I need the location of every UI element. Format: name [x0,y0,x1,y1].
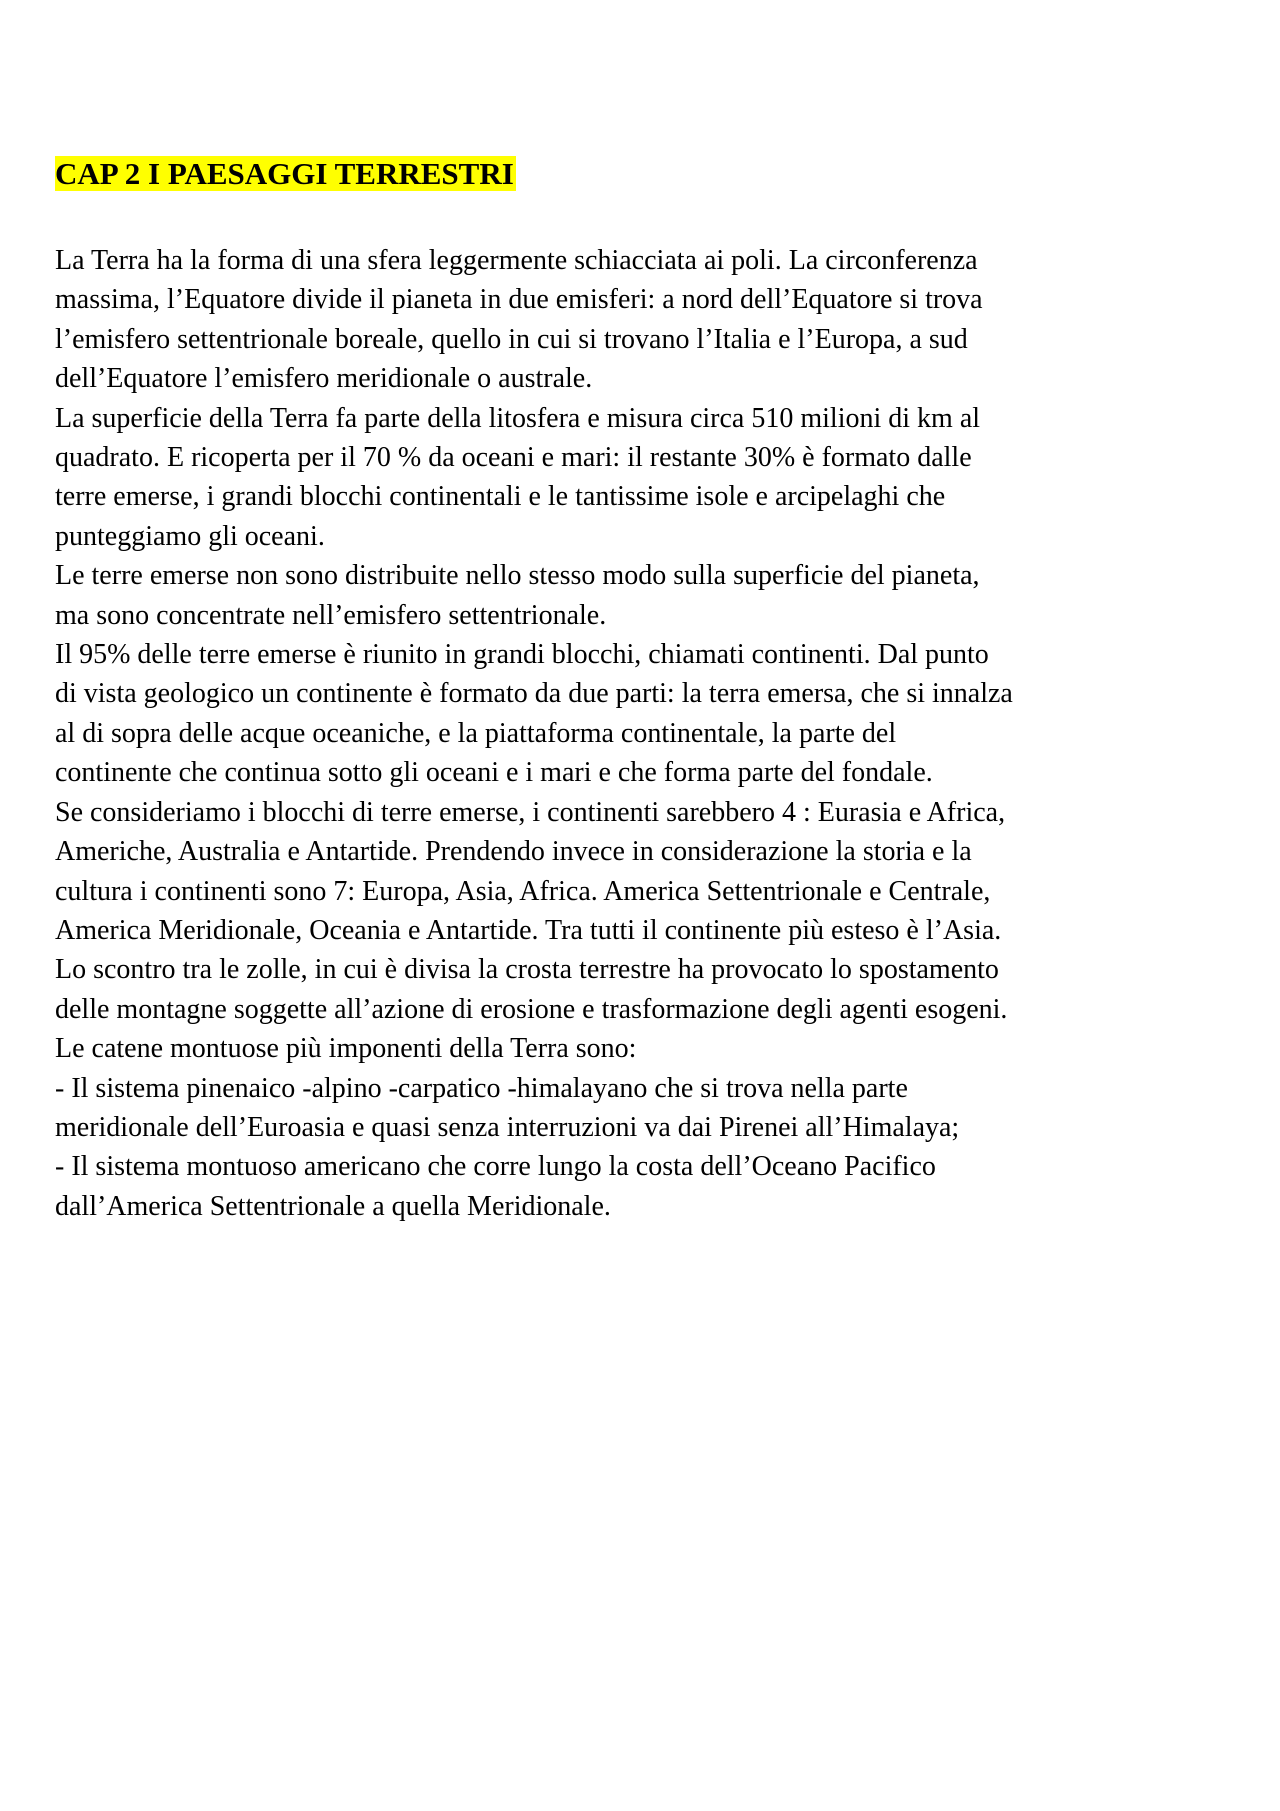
document-body [55,241,1255,1226]
text-line: La Terra ha la forma di una sfera leggermente schiacciata ai poli. La circonferenza [55,245,978,276]
page-title [55,154,516,194]
text-line: America Meridionale, Oceania e Antartide. Tra tutti il continente più esteso è l’Asia. [55,914,1002,946]
text-line: Lo scontro tra le zolle, in cui è divisa la crosta terrestre ha provocato lo spostamento [55,954,999,986]
text-line: dall’America Settentrionale a quella Meridionale. [55,1190,611,1222]
text-line: Americhe, Australia e Antartide. Prendendo invece in considerazione la storia e la [55,836,972,868]
text-line: dell’Equatore l’emisfero meridionale o australe. [55,363,593,395]
text-line: continente che continua sotto gli oceani e i mari e che forma parte del fondale. [55,757,933,789]
text-line: - Il sistema montuoso americano che corre lungo la costa dell’Oceano Pacifico [55,1151,936,1183]
text-line: delle montagne soggette all’azione di erosione e trasformazione degli agenti esogeni. [55,993,1008,1025]
text-line: Se consideriamo i blocchi di terre emerse, i continenti sarebbero 4 : Eurasia e Africa, [55,796,1006,828]
text-line: quadrato. E ricoperta per il 70 % da oceani e mari: il restante 30% è formato dalle [55,442,972,474]
text-line: Il 95% delle terre emerse è riunito in grandi blocchi, chiamati continenti. Dal punto [55,639,989,671]
text-line: La superficie della Terra fa parte della litosfera e misura circa 510 milioni di km al [55,402,981,434]
text-line: al di sopra delle acque oceaniche, e la piattaforma continentale, la parte del [55,717,897,749]
text-line: ma sono concentrate nell’emisfero settentrionale. [55,599,607,631]
text-line: punteggiamo gli oceani. [55,520,325,552]
text-line: cultura i continenti sono 7: Europa, Asia, Africa. America Settentrionale e Centrale, [55,875,991,907]
text-line: di vista geologico un continente è formato da due parti: la terra emersa, che si innalza [55,678,1013,710]
text-line: - Il sistema pinenaico -alpino -carpatico -himalayano che si trova nella parte [55,1072,908,1104]
text-line: Le terre emerse non sono distribuite nello stesso modo sulla superficie del pianeta, [55,560,980,592]
text-line: terre emerse, i grandi blocchi continentali e le tantissime isole e arcipelaghi che [55,481,946,513]
title-highlight: CAP 2 I PAESAGGI TERRESTRI [55,156,514,191]
text-line: Le catene montuose più imponenti della Terra sono: [55,1033,637,1065]
text-line: massima, l’Equatore divide il pianeta in due emisferi: a nord dell’Equatore si trova [55,284,983,316]
text-line: meridionale dell’Euroasia e quasi senza interruzioni va dai Pirenei all’Himalaya; [55,1111,960,1143]
text-line: l’emisfero settentrionale boreale, quello in cui si trovano l’Italia e l’Europa, a sud [55,323,968,355]
